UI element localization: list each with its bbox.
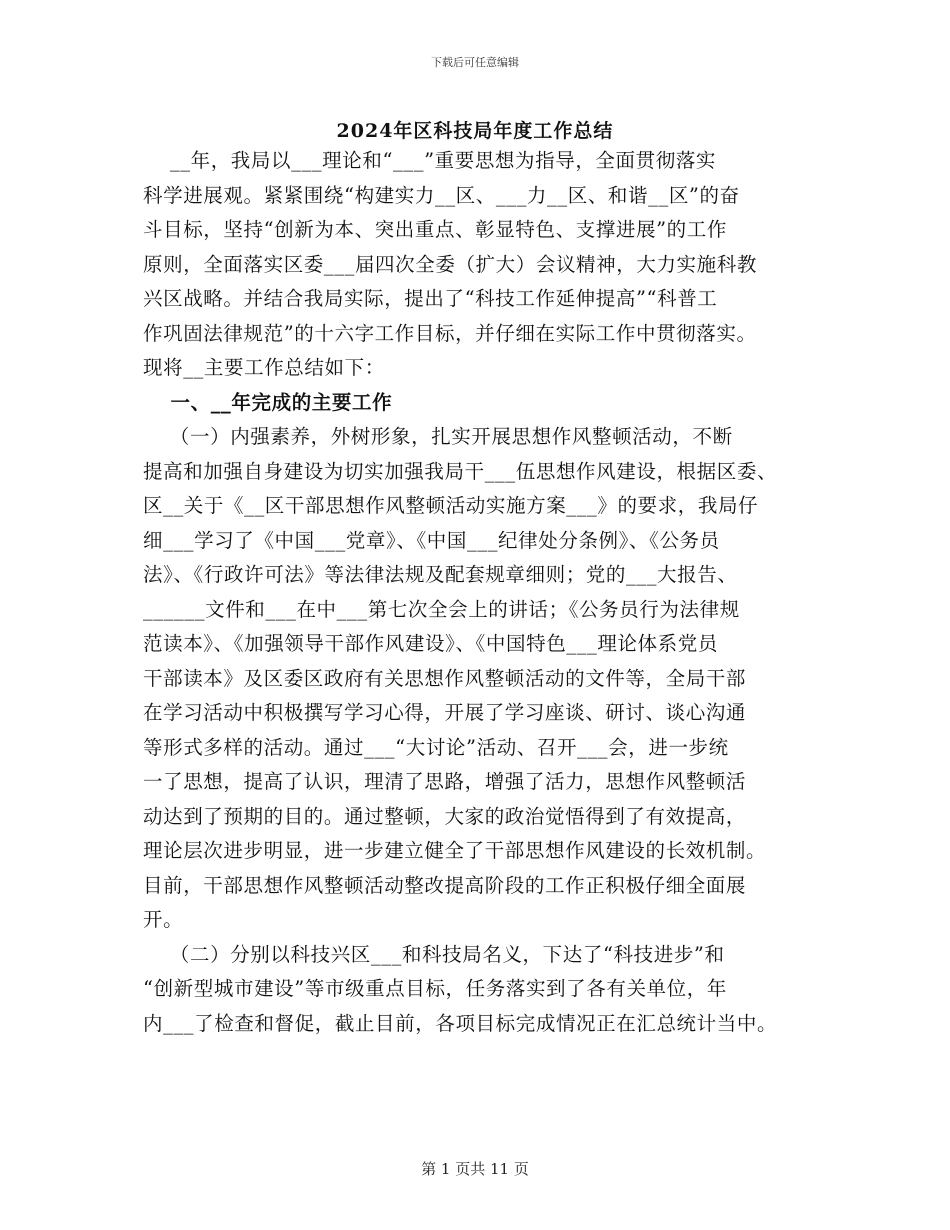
header-note: 下载后可任意编辑 [431, 56, 519, 69]
body-line: 等形式多样的活动。通过___“大讨论”活动、召开___会，进一步统 [143, 735, 729, 759]
body-line: __年，我局以___理论和“___”重要思想为指导，全面贯彻落实 [143, 149, 717, 172]
body-line: 斗目标，坚持“创新为本、突出重点、彰显特色、支撑进展”的工作 [143, 218, 727, 241]
body-line: 提高和加强自身建设为切实加强我局干___伍思想作风建设，根据区委、 [143, 459, 778, 483]
body-line: 原则，全面落实区委___届四次全委（扩大）会议精神，大力实施科教 [143, 252, 757, 276]
body-line: 理论层次进步明显，进一步建立健全了干部思想作风建设的长效机制。 [143, 839, 767, 862]
body-line: 开。 [143, 908, 184, 931]
body-line: 科学进展观。紧紧围绕“构建实力__区、___力__区、和谐__区”的奋 [143, 183, 740, 207]
body-line: 动达到了预期的目的。通过整顿，大家的政治觉悟得到了有效提高， [143, 804, 747, 828]
body-line: 细___学习了《中国___党章》、《中国___纪律处分条例》、《公务员 [143, 528, 720, 552]
body-line: 内___了检查和督促，截止目前，各项目标完成情况正在汇总统计当中。 [143, 1011, 778, 1035]
body-line: 范读本》、《加强领导干部作风建设》、《中国特色___理论体系党员 [143, 632, 718, 655]
body-line: （一）内强素养，外树形象，扎实开展思想作风整顿活动，不断 [143, 425, 733, 448]
body-line: 作巩固法律规范”的十六字工作目标，并仔细在实际工作中贯彻落实。 [143, 321, 757, 345]
body-line: 干部读本》及区委区政府有关思想作风整顿活动的文件等，全局干部 [143, 666, 747, 690]
document-body [143, 144, 813, 1041]
body-line: 一了思想，提高了认识，理清了思路，增强了活力，思想作风整顿活 [143, 770, 747, 793]
body-line: “创新型城市建设”等市级重点目标，任务落实到了各有关单位，年 [143, 977, 727, 1000]
body-line: 法》、《行政许可法》等法律法规及配套规章细则；党的___大报告、 [143, 563, 738, 586]
body-line: ______文件和___在中___第七次全会上的讲话；《公务员行为法律规 [143, 597, 740, 621]
body-line: 兴区战略。并结合我局实际，提出了“科技工作延伸提高”“科普工 [143, 287, 718, 310]
body-line: 现将__主要工作总结如下： [143, 356, 385, 379]
body-line: 在学习活动中积极撰写学习心得，开展了学习座谈、研讨、谈心沟通 [143, 701, 747, 724]
document-title: 2024年区科技局年度工作总结 [336, 120, 614, 142]
section-heading: 一、__年完成的主要工作 [143, 390, 393, 414]
page-number: 第 1 页共 11 页 [421, 1160, 529, 1178]
body-line: 区__关于《__区干部思想作风整顿活动实施方案___》的要求，我局仔 [143, 494, 759, 517]
body-line: （二）分别以科技兴区___和科技局名义，下达了“科技进步”和 [143, 942, 725, 966]
body-line: 目前，干部思想作风整顿活动整改提高阶段的工作正积极仔细全面展 [143, 873, 747, 897]
